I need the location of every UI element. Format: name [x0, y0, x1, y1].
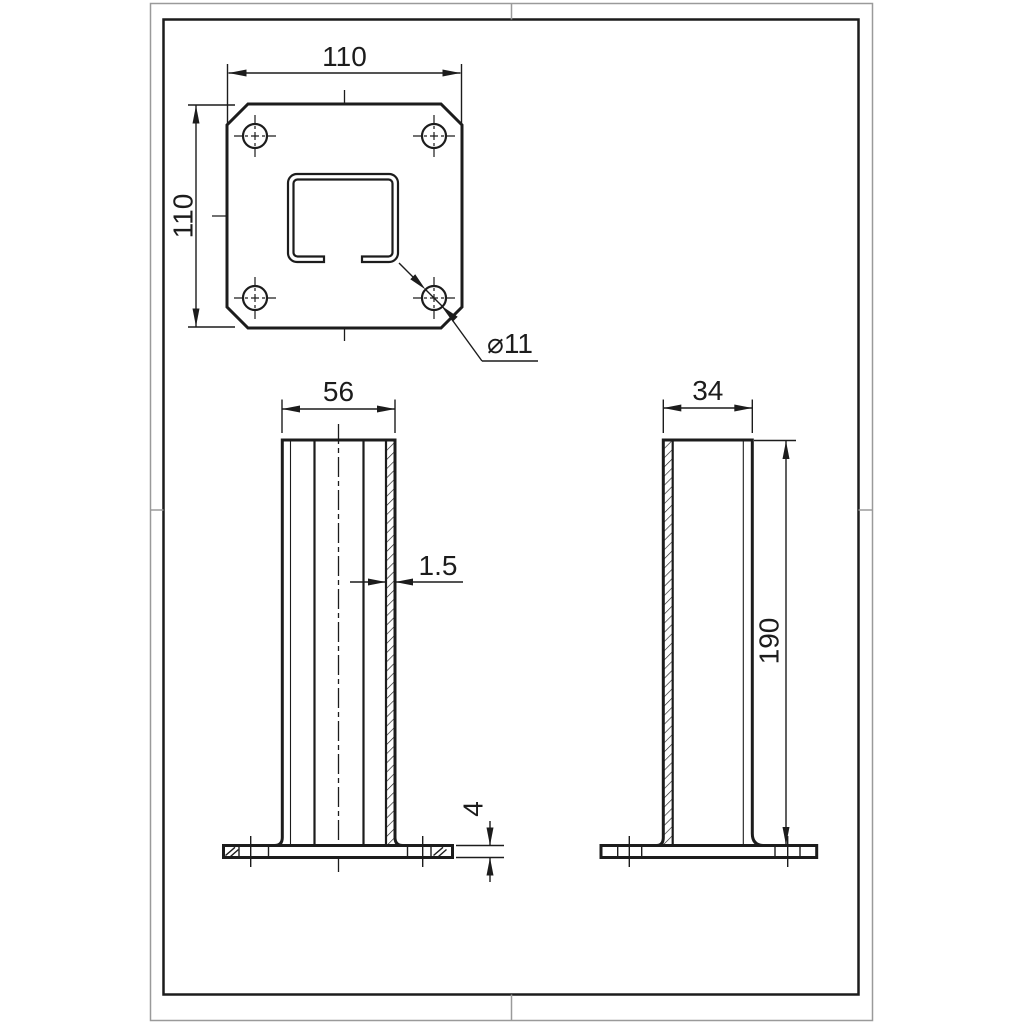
dimension-text-110-left: 110	[167, 193, 199, 239]
side-base-plate	[601, 846, 817, 858]
arrowhead-bottom	[193, 309, 200, 327]
arrowhead-left	[282, 406, 300, 413]
arrowhead-top	[193, 106, 200, 124]
dimension-34	[663, 375, 752, 433]
arrowhead-left	[368, 579, 386, 586]
leader-line	[443, 307, 483, 362]
arrowhead-right	[377, 406, 395, 413]
dimension-190	[754, 441, 797, 846]
arrowhead-top	[783, 441, 790, 459]
dimension-text-110-top: 110	[322, 41, 367, 72]
front-base-plate	[224, 846, 453, 858]
arrowhead-right	[443, 70, 461, 77]
dimension-text-hole-diameter: ⌀11	[487, 328, 533, 359]
side-view	[601, 375, 817, 867]
dimension-text-56: 56	[322, 376, 355, 407]
arrowhead-bottom	[783, 827, 790, 845]
arrowhead-right	[734, 405, 752, 412]
arrowhead-down	[487, 828, 494, 846]
dimension-text-1.5: 1.5	[418, 550, 458, 581]
front-view	[224, 376, 505, 882]
arrowhead-up	[487, 858, 494, 876]
arrowhead-left	[229, 70, 247, 77]
dimension-text-34: 34	[692, 375, 724, 406]
arrowhead-right	[395, 579, 413, 586]
top-view	[168, 41, 539, 361]
dimension-1point5	[350, 550, 463, 586]
arrowhead-left	[663, 405, 681, 412]
dimension-text-4: 4	[457, 801, 489, 817]
dimension-4	[456, 801, 504, 882]
dimension-text-190: 190	[753, 617, 785, 665]
